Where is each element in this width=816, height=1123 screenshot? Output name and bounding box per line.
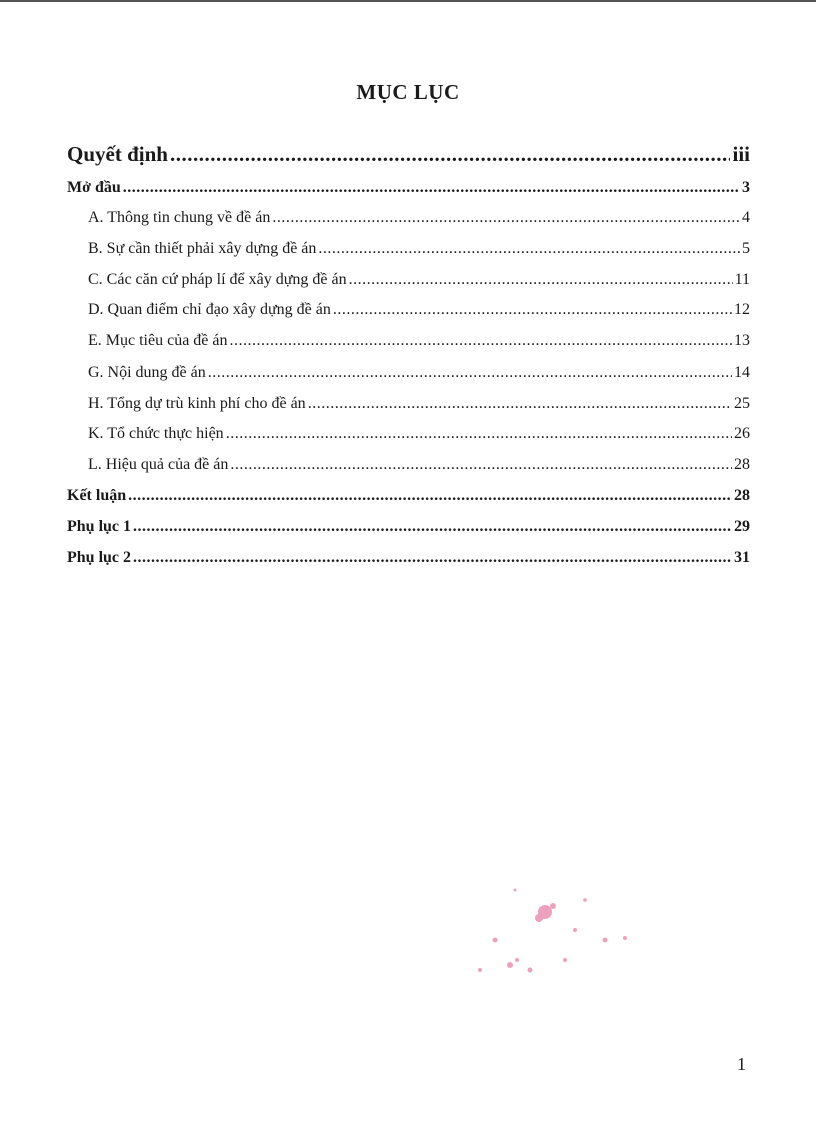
toc-leader xyxy=(230,456,732,474)
toc-entry-e[interactable] xyxy=(88,332,750,350)
toc-leader xyxy=(226,425,732,443)
toc-entry-h[interactable] xyxy=(88,395,750,413)
toc-leader xyxy=(208,364,732,382)
toc-page: 4 xyxy=(742,209,750,226)
toc-label: D. Quan điểm chỉ đạo xây dựng đề án xyxy=(88,301,331,318)
toc-label: Quyết định xyxy=(67,142,168,166)
toc-label: Phụ lục 2 xyxy=(67,549,132,566)
toc-page: 28 xyxy=(734,456,750,473)
toc-leader xyxy=(230,332,733,350)
toc-leader xyxy=(349,271,733,289)
toc-entry-mo-dau[interactable] xyxy=(67,179,750,197)
toc-page: iii xyxy=(732,142,750,166)
toc-label: H. Tổng dự trù kinh phí cho đề án xyxy=(88,395,306,412)
toc-page: 31 xyxy=(734,549,750,566)
toc-label: A. Thông tin chung về đề án xyxy=(88,209,271,226)
toc-page: 3 xyxy=(742,179,750,196)
toc-entry-g[interactable] xyxy=(88,364,750,382)
toc-entry-ket-luan[interactable] xyxy=(67,487,750,505)
toc-label: L. Hiệu quả của đề án xyxy=(88,456,229,473)
toc-page: 11 xyxy=(734,271,750,288)
stamp-bleed-through xyxy=(455,870,645,990)
toc-page: 28 xyxy=(734,487,750,504)
toc-entry-quyet-dinh[interactable] xyxy=(67,142,750,167)
toc-entry-a[interactable] xyxy=(88,209,750,227)
toc-page: 5 xyxy=(742,240,750,257)
toc-leader xyxy=(170,142,731,167)
toc-entry-l[interactable] xyxy=(88,456,750,474)
toc-label: G. Nội dung đề án xyxy=(88,364,206,381)
toc-entry-c[interactable] xyxy=(88,271,750,289)
toc-entry-d[interactable] xyxy=(88,301,750,319)
toc-label: E. Mục tiêu của đề án xyxy=(88,332,228,349)
toc-entry-phu-luc-1[interactable] xyxy=(67,518,750,536)
toc-label: Mở đầu xyxy=(67,179,121,196)
toc-label: Phụ lục 1 xyxy=(67,518,132,535)
toc-label: K. Tổ chức thực hiện xyxy=(88,425,224,442)
toc-page: 26 xyxy=(734,425,750,442)
toc-page: 25 xyxy=(734,395,750,412)
toc-entry-k[interactable] xyxy=(88,425,750,443)
toc-leader xyxy=(133,518,732,536)
toc-label: Kết luận xyxy=(67,487,127,504)
toc-label: C. Các căn cứ pháp lí để xây dựng đề án xyxy=(88,271,347,288)
toc-page: 14 xyxy=(734,364,750,381)
toc-label: B. Sự cần thiết phải xây dựng đề án xyxy=(88,240,317,257)
page-title: MỤC LỤC xyxy=(356,80,460,104)
toc-leader xyxy=(123,179,740,197)
toc-leader xyxy=(318,240,740,258)
toc-page: 12 xyxy=(734,301,750,318)
toc-page: 29 xyxy=(734,518,750,535)
page-number: 1 xyxy=(737,1054,746,1074)
toc-entry-b[interactable] xyxy=(88,240,750,258)
toc-leader xyxy=(133,549,732,567)
toc-leader xyxy=(308,395,732,413)
toc-leader xyxy=(128,487,732,505)
toc-entry-phu-luc-2[interactable] xyxy=(67,549,750,567)
toc-leader xyxy=(333,301,732,319)
toc-leader xyxy=(272,209,740,227)
toc-page: 13 xyxy=(734,332,750,349)
